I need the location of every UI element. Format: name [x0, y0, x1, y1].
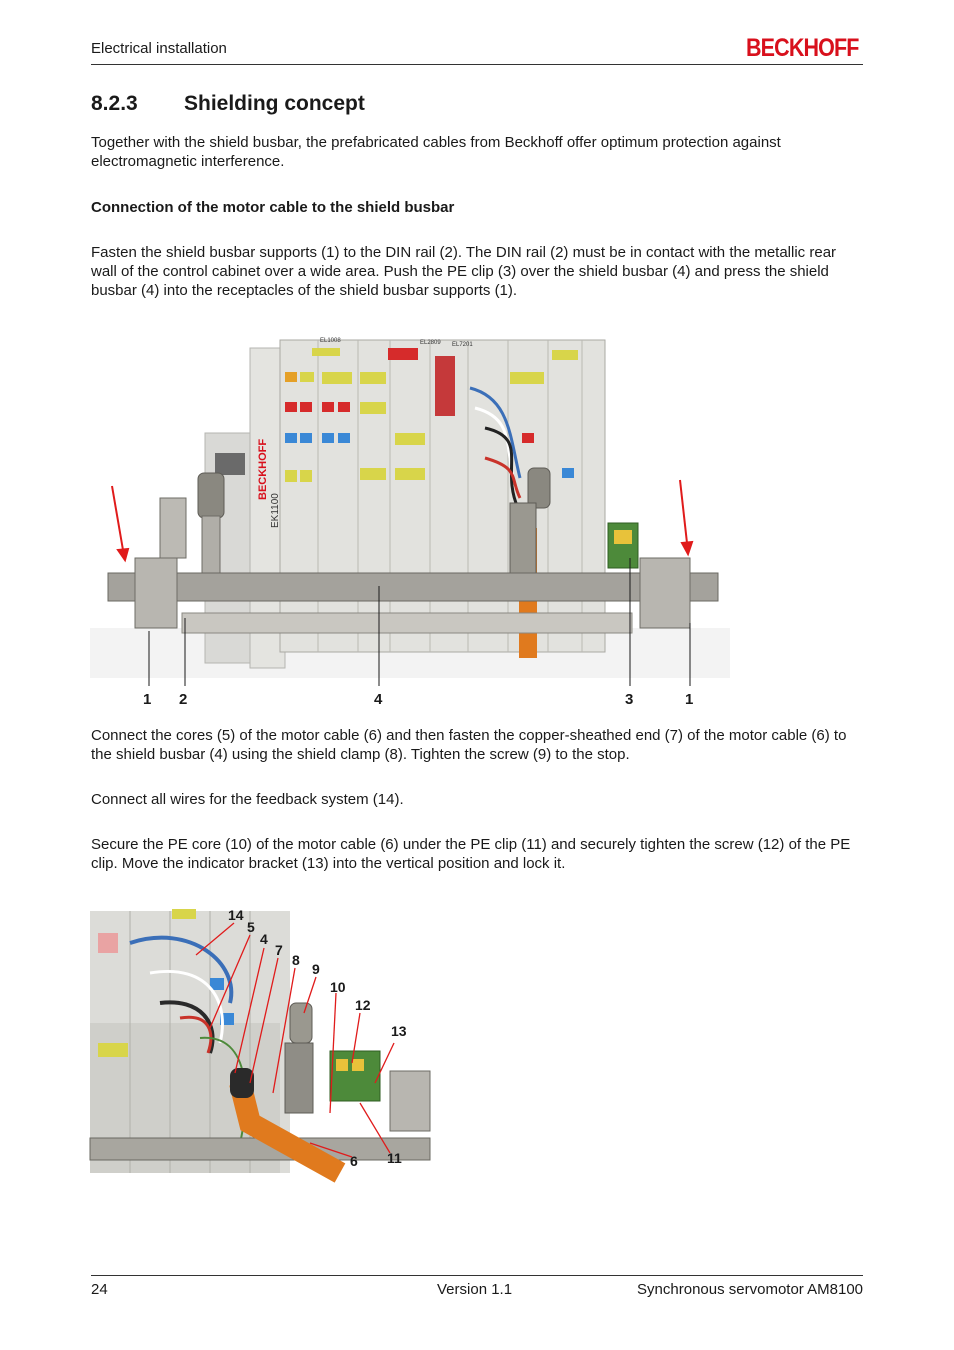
cores-paragraph: Connect the cores (5) of the motor cable (6) and then fasten the copper-sheathed end (7) of the motor cable (6) to the shield busbar (4) using the shield clamp (8). Tighten the screw (9) to the stop. — [91, 727, 847, 763]
callout-1-left: 1 — [143, 691, 152, 708]
callout-4: 4 — [260, 931, 268, 947]
callout-7: 7 — [275, 942, 283, 958]
callout-12: 12 — [355, 997, 371, 1013]
callout-5: 5 — [247, 919, 255, 935]
figure-motor-cable-connection — [90, 903, 450, 1175]
callout-3: 3 — [625, 691, 634, 708]
callout-2: 2 — [179, 691, 188, 708]
subheading: Connection of the motor cable to the shield busbar — [91, 199, 455, 216]
intro-paragraph: Together with the shield busbar, the prefabricated cables from Beckhoff offer optimum protection against electromagnetic interference. — [91, 134, 781, 170]
header-rule — [91, 64, 863, 65]
callout-9: 9 — [312, 961, 320, 977]
running-header: Electrical installation — [91, 40, 227, 57]
feedback-paragraph: Connect all wires for the feedback system (14). — [91, 791, 404, 808]
callout-14: 14 — [228, 907, 244, 923]
section-number: 8.2.3 — [91, 92, 138, 115]
document-version: Version 1.1 — [437, 1281, 513, 1298]
terminal-label-el1008: EL1008 — [320, 338, 341, 344]
footer-rule — [91, 1275, 863, 1276]
callout-10: 10 — [330, 979, 346, 995]
busbar-paragraph: Fasten the shield busbar supports (1) to the DIN rail (2). The DIN rail (2) must be in contact with the metallic rear wall of the control cabinet over a wide area. Push the PE clip (3) over the shield busbar (4) and press the shield busbar (4) into the receptacles of the shield busbar supports (1). — [91, 244, 837, 299]
callout-8: 8 — [292, 952, 300, 968]
beckhoff-logo: BECKHOFF — [746, 34, 859, 62]
coupler-model-label: EK1100 — [270, 493, 281, 528]
terminal-label-el7201: EL7201 — [452, 342, 473, 348]
callout-6: 6 — [350, 1153, 358, 1169]
section-title: Shielding concept — [184, 92, 365, 115]
callout-11: 11 — [387, 1150, 402, 1166]
callout-13: 13 — [391, 1023, 407, 1039]
pe-paragraph: Secure the PE core (10) of the motor cable (6) under the PE clip (11) and securely tighten the screw (12) of the PE clip. Move the indicator bracket (13) into the vertical position and lock it. — [91, 836, 851, 872]
coupler-brand-label: BECKHOFF — [257, 438, 269, 500]
terminal-label-el2809: EL2809 — [420, 340, 441, 346]
page-number: 24 — [91, 1281, 108, 1298]
callout-1-right: 1 — [685, 691, 694, 708]
figure-shield-busbar-assembly — [90, 328, 730, 710]
product-name: Synchronous servomotor AM8100 — [637, 1281, 863, 1298]
callout-4: 4 — [374, 691, 383, 708]
